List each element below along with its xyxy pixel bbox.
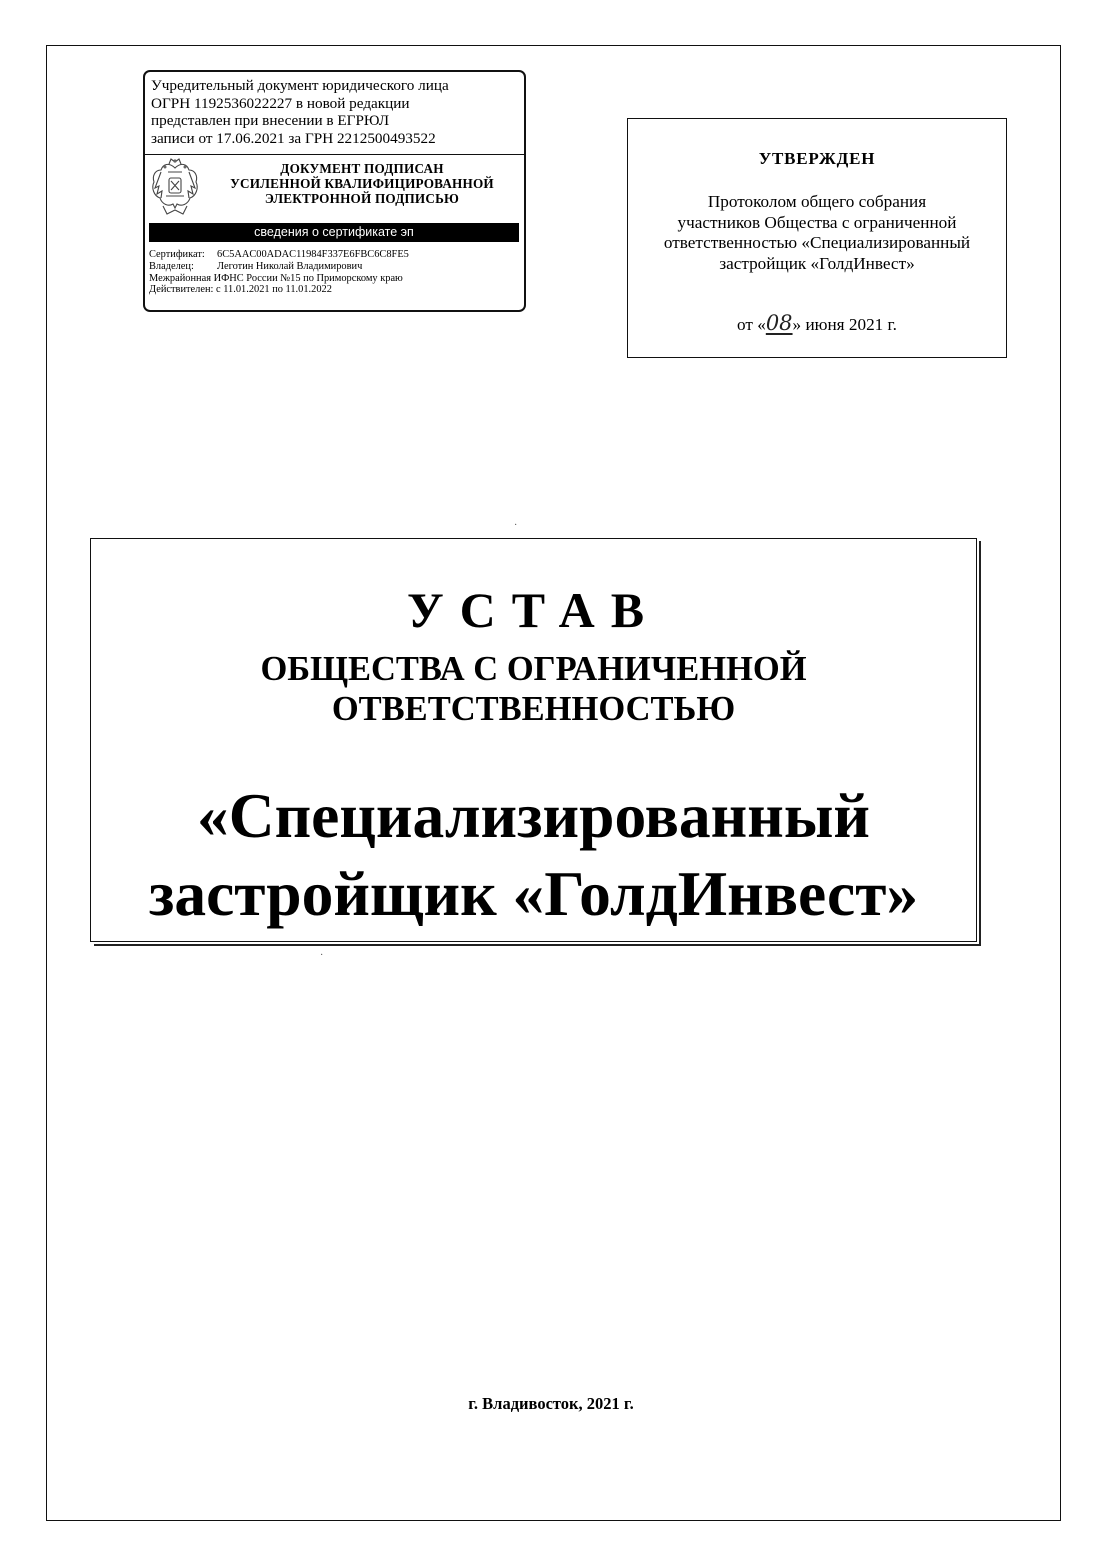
title-block [90,538,977,942]
scan-speck: · [514,520,518,531]
stamp-divider [145,154,524,155]
coat-of-arms-icon [149,158,201,218]
certificate-serial-label: Сертификат: [149,249,205,260]
organization-name-line: застройщик «ГолдИнвест» [148,858,919,929]
signed-notice-line: УСИЛЕННОЙ КВАЛИФИЦИРОВАННОЙ [230,175,494,191]
approval-date-prefix: от « [737,315,766,334]
organization-form-line: ОТВЕТСТВЕННОСТЬЮ [331,690,736,728]
organization-form [91,649,976,729]
approval-title: УТВЕРЖДЕН [758,149,876,168]
approval-date [628,311,1006,335]
certificate-owner-row [149,261,523,273]
document-type-title: УСТАВ [406,582,661,638]
registration-line: записи от 17.06.2021 за ГРН 2212500493522 [151,129,436,147]
signed-notice-line: ДОКУМЕНТ ПОДПИСАН [280,161,444,176]
organization-name [91,777,976,933]
certificate-serial-row [149,249,523,261]
signed-notice-line: ЭЛЕКТРОННОЙ ПОДПИСЬЮ [264,190,460,206]
registration-note [151,77,523,147]
certificate-issuer: Межрайонная ИФНС России №15 по Приморскому краю [149,272,403,284]
certificate-owner: Леготин Николай Владимирович [217,260,363,272]
place-and-year: г. Владивосток, 2021 г. [468,1394,634,1413]
signed-notice [201,162,523,206]
organization-name-line: «Специализированный [196,780,871,851]
scan-speck: · [320,950,324,961]
certificate-validity-row [149,284,523,296]
approval-text-line: участников Общества с ограниченной [677,212,957,232]
approval-box [627,118,1007,358]
approval-text-line: ответственностью «Специализированный [663,233,971,252]
certificate-validity: с 11.01.2021 по 11.01.2022 [216,284,332,296]
approval-date-suffix: » июня 2021 г. [792,315,897,334]
e-signature-stamp [143,70,526,312]
organization-form-line: ОБЩЕСТВА С ОГРАНИЧЕННОЙ [260,650,807,688]
registration-line: Учредительный документ юридического лица [151,77,449,94]
approval-text [628,192,1006,274]
approval-text-line: застройщик «ГолдИнвест» [719,253,915,273]
registration-line: представлен при внесении в ЕГРЮЛ [151,112,390,129]
certificate-details [149,249,523,296]
certificate-owner-label: Владелец: [149,260,194,272]
approval-text-line: Протоколом общего собрания [707,192,927,211]
approval-date-day: 08 [765,311,793,335]
certificate-info-bar: сведения о сертификате эп [149,223,519,242]
registration-line: ОГРН 1192536022227 в новой редакции [151,94,410,112]
certificate-serial: 6C5AAC00ADAC11984F337E6FBC6C8FE5 [217,249,409,260]
certificate-validity-label: Действителен: [149,284,214,296]
